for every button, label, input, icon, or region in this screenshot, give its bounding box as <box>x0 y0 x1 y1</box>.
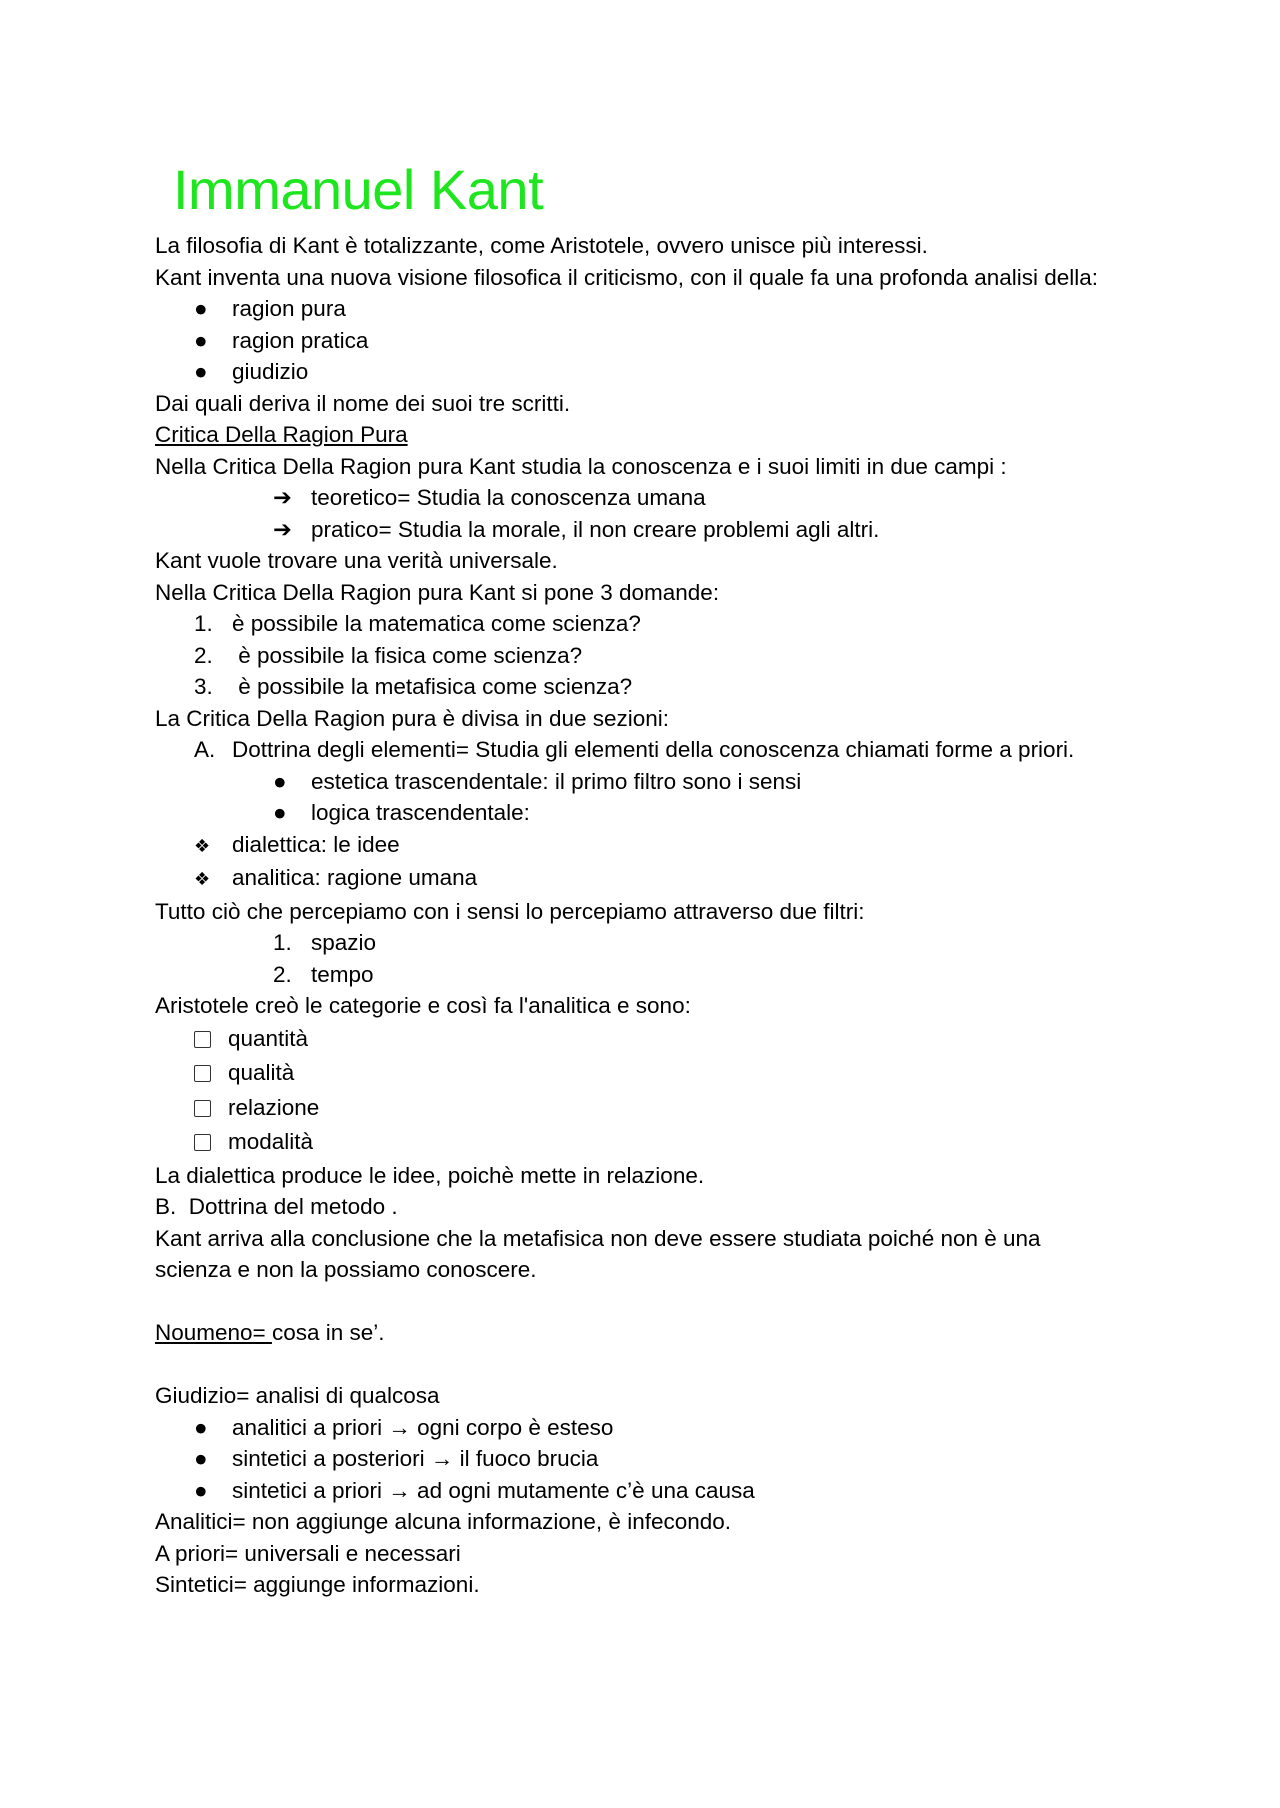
document-page <box>155 158 1155 1601</box>
bullet-icon: ● <box>194 327 208 353</box>
definition-noumeno: Noumeno= cosa in se’. <box>155 1320 385 1345</box>
paragraph: La filosofia di Kant è totalizzante, come Aristotele, ovvero unisce più interessi. <box>155 233 928 258</box>
list-item: ● giudizio <box>155 356 1155 388</box>
checklist-item: quantità <box>155 1022 1155 1057</box>
list-item: ● estetica trascendentale: il primo filtro sono i sensi <box>155 766 1155 798</box>
list-item: 2. tempo <box>273 961 374 987</box>
paragraph: La Critica Della Ragion pura è divisa in due sezioni: <box>155 705 670 731</box>
bullet-icon: ● <box>194 1477 208 1503</box>
paragraph: La dialettica produce le idee, poichè mette in relazione. <box>155 1162 705 1188</box>
bullet-icon: ● <box>194 1446 208 1471</box>
paragraph: Kant vuole trovare una verità universale. <box>155 548 558 573</box>
bullet-icon: ● <box>194 296 208 321</box>
arrow-icon: ➔ <box>273 485 292 510</box>
paragraph: Dai quali deriva il nome dei suoi tre scritti. <box>155 390 571 416</box>
paragraph: Analitici= non aggiunge alcuna informazione, è infecondo. <box>155 1509 732 1534</box>
list-item: ● analitici a priori → ogni corpo è esteso <box>155 1412 1155 1444</box>
checkbox[interactable] <box>194 1134 211 1151</box>
section-heading: Critica Della Ragion Pura <box>155 422 408 447</box>
list-item: ● ragion pura <box>155 293 1155 325</box>
paragraph: Tutto ciò che percepiamo con i sensi lo percepiamo attraverso due filtri: <box>155 898 865 924</box>
bullet-icon: ● <box>273 768 287 794</box>
paragraph: B. Dottrina del metodo . <box>155 1194 398 1219</box>
paragraph: Nella Critica Della Ragion pura Kant studia la conoscenza e i suoi limiti in due campi : <box>155 453 1007 479</box>
paragraph: Nella Critica Della Ragion pura Kant si pone 3 domande: <box>155 579 720 605</box>
list-item: 3. è possibile la metafisica come scienza? <box>194 674 633 699</box>
checkbox[interactable] <box>194 1065 211 1082</box>
checklist-item: relazione <box>155 1091 1155 1126</box>
list-item: ❖ analitica: ragione umana <box>155 862 1155 896</box>
list-item: ● ragion pratica <box>155 325 1155 357</box>
bullet-icon: ● <box>273 800 287 825</box>
paragraph: Kant inventa una nuova visione filosofica il criticismo, con il quale fa una profonda analisi della: <box>155 264 1099 290</box>
list-item: ❖ dialettica: le idee <box>155 829 1155 863</box>
list-item: ● sintetici a priori → ad ogni mutamente c’è una causa <box>155 1475 1155 1507</box>
paragraph: Kant arriva alla conclusione che la metafisica non deve essere studiata poiché non è una scienza e non la possiamo conoscere. <box>155 1225 1041 1282</box>
list-item: 1. spazio <box>273 930 377 955</box>
list-item: A. Dottrina degli elementi= Studia gli elementi della conoscenza chiamati forme a priori. <box>194 737 1075 762</box>
paragraph: Aristotele creò le categorie e così fa l'analitica e sono: <box>155 993 691 1018</box>
bullet-icon: ● <box>194 359 208 384</box>
checkbox[interactable] <box>194 1100 211 1117</box>
list-item: ➔ teoretico= Studia la conoscenza umana <box>155 482 1155 514</box>
list-item: ● sintetici a posteriori → il fuoco brucia <box>155 1443 1155 1475</box>
paragraph: Giudizio= analisi di qualcosa <box>155 1383 440 1408</box>
diamond-icon: ❖ <box>194 869 211 889</box>
checkbox[interactable] <box>194 1031 211 1048</box>
bullet-icon: ● <box>194 1414 208 1440</box>
checklist-item: qualità <box>155 1056 1155 1091</box>
arrow-icon: ➔ <box>273 516 292 542</box>
list-item: 2. è possibile la fisica come scienza? <box>194 642 583 668</box>
list-item: 1. è possibile la matematica come scienza? <box>194 611 641 636</box>
paragraph: A priori= universali e necessari <box>155 1540 461 1566</box>
diamond-icon: ❖ <box>194 835 211 856</box>
list-item: ● logica trascendentale: <box>155 797 1155 829</box>
paragraph: Sintetici= aggiunge informazioni. <box>155 1572 480 1597</box>
page-title: Immanuel Kant <box>173 158 544 221</box>
checklist-item: modalità <box>155 1125 1155 1160</box>
list-item: ➔ pratico= Studia la morale, il non creare problemi agli altri. <box>155 514 1155 546</box>
